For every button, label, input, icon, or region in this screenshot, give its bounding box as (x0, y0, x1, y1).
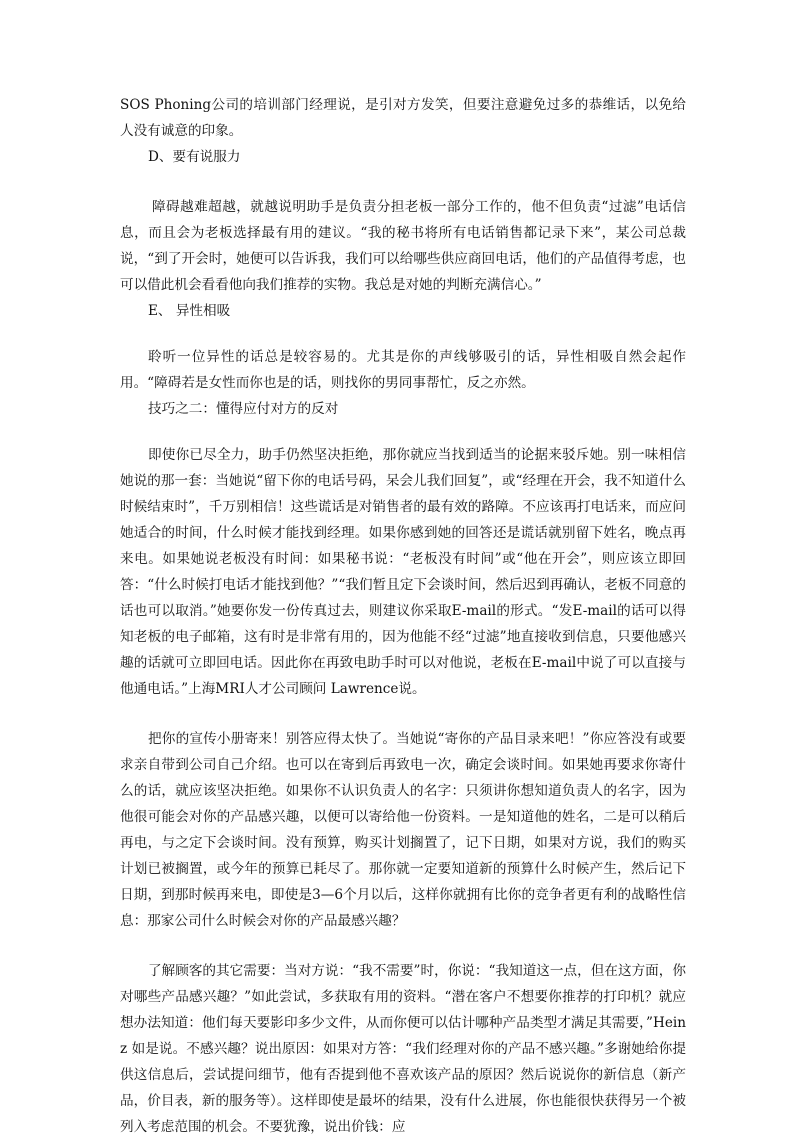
paragraph-objections: 即使你已尽全力，助手仍然坚决拒绝，那你就应当找到适当的论据来驳斥她。别一味相信她说的那一套：当她说“留下你的电话号码，呆会儿我们回复”，或“经理在开会，我不知道什么时候结束时”，千万别相信！这些谎话是对销售者的最有效的路障。不应该再打电话来，而应问她适合的时间，什么时候才能找到经理。如果你感到她的回答还是谎话就别留下姓名，晚点再来电。如果她说老板没有时间：如果秘书说：“老板没有时间”或“他在开会”，则应该立即回答：“什么时候打电话才能找到他？”“我们暂且定下会谈时间，然后迟到再确认，老板不同意的话也可以取消。”她要你发一份传真过去，则建议你采取E-mail的形式。“发E-mail的话可以得知老板的电子邮箱，这有时是非常有用的，因为他能不经“过滤”地直接收到信息，只要他感兴趣的话就可立即回电话。因此你在再致电助手时可以对他说，老板在E-mail中说了可以直接与他通电话。”上海MRI人才公司顾问 Lawrence说。 (120, 447, 686, 697)
section-heading-d: D、要有说服力 (148, 149, 241, 165)
paragraph-brochure: 把你的宣传小册寄来！别答应得太快了。当她说“寄你的产品目录来吧！”你应答没有或要求亲自带到公司自己介绍。也可以在寄到后再致电一次，确定会谈时间。如果她再要求你寄什么的话，就应该坚决拒绝。如果你不认识负责人的名字：只须讲你想知道负责人的名字，因为他很可能会对你的产品感兴趣，以便可以寄给他一份资料。一是知道他的姓名，二是可以稍后再电，与之定下会谈时间。没有预算，购买计划搁置了，记下日期，如果对方说，我们的购买计划已被搁置，或今年的预算已耗尽了。那你就一定要知道新的预算什么时候产生，然后记下日期，到那时候再来电，即使是3—6个月以后，这样你就拥有比你的竞争者更有利的战略性信息：那家公司什么时候会对你的产品最感兴趣？ (120, 731, 686, 929)
section-heading-technique-two: 技巧之二：懂得应付对方的反对 (148, 401, 339, 417)
paragraph-attraction: 聆听一位异性的话总是较容易的。尤其是你的声线够吸引的话，异性相吸自然会起作用。“障碍若是女性而你也是的话，则找你的男同事帮忙，反之亦然。 (120, 349, 686, 391)
paragraph-customer-needs: 了解顾客的其它需要：当对方说：“我不需要”时，你说：“我知道这一点，但在这方面，你对哪些产品感兴趣？”如此尝试，多获取有用的资料。“潜在客户不想要你推荐的打印机？就应想办法知道：他们每天要影印多少文件，从而你便可以估计哪种产品类型才满足其需要，”Heinz 如是说。不感兴趣？说出原因：如果对方答：“我们经理对你的产品不感兴趣。”多谢她给你提供这信息后，尝试提问细节，他有否提到他不喜欢该产品的原因？然后说说你的新信息（新产品，价目表，新的服务等）。这样即使是最坏的结果，没有什么进展，你也能很快获得另一个被列入考虑范围的机会。不要犹豫，说出价钱：应 (120, 963, 686, 1135)
paragraph-intro: SOS Phoning公司的培训部门经理说，是引对方发笑，但要注意避免过多的恭维话，以免给人没有诚意的印象。 (120, 97, 686, 139)
paragraph-persuasion: 障碍越难超越，就越说明助手是负责分担老板一部分工作的，他不但负责“过滤”电话信息，而且会为老板选择最有用的建议。“我的秘书将所有电话销售都记录下来”，某公司总裁说，“到了开会时，她便可以告诉我，我们可以给哪些供应商回电话，他们的产品值得考虑，也可以借此机会看看他向我们推荐的实物。我总是对她的判断充满信心。” (120, 199, 686, 293)
section-heading-e: E、 异性相吸 (148, 303, 231, 319)
document-page (120, 92, 686, 1140)
